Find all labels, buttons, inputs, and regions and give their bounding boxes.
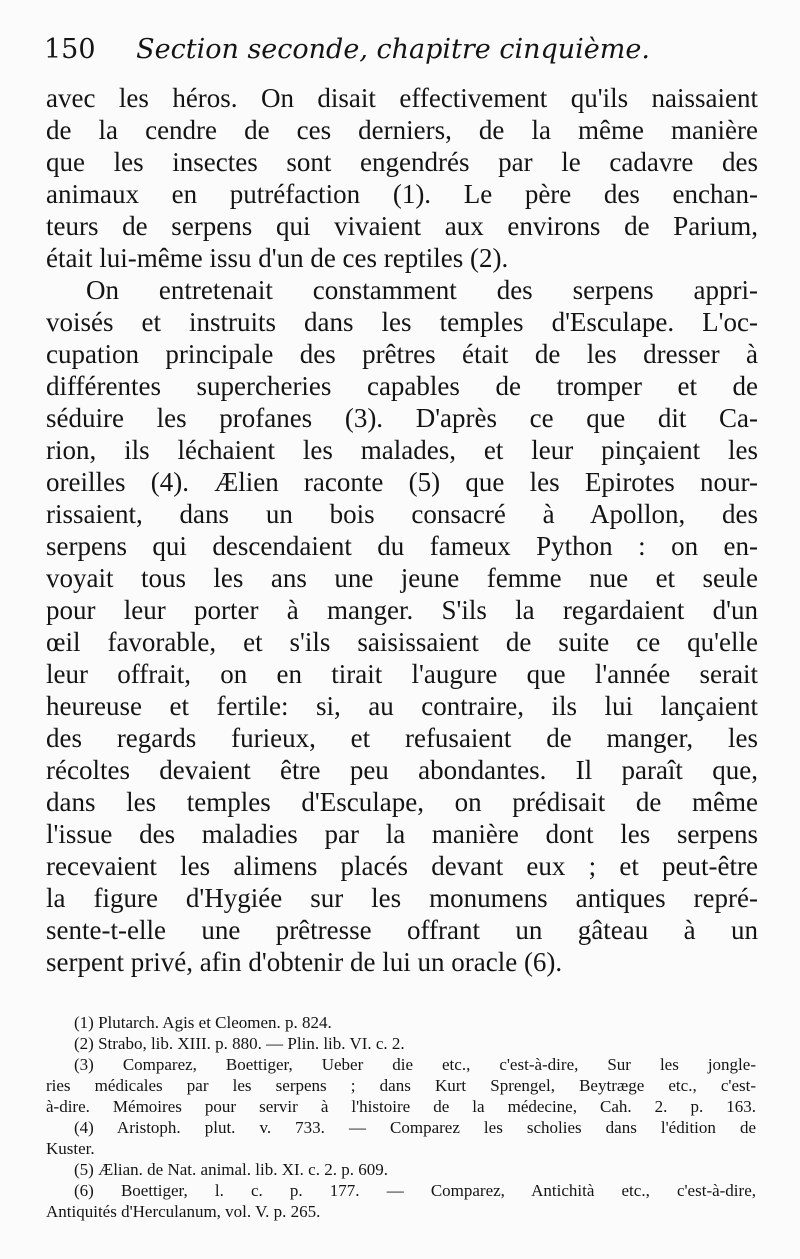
footnote-line: Kuster. <box>46 1139 95 1158</box>
text-line: œil favorable, et s'ils saisissaient de suite ce qu'elle <box>46 627 758 657</box>
text-line: recevaient les alimens placés devant eux ; et peut-être <box>46 851 758 881</box>
footnote-line: (6) Boettiger, l. c. p. 177. — Comparez, Antichità etc., c'est-à-dire, <box>74 1181 756 1200</box>
text-line: voisés et instruits dans les temples d'Esculape. L'oc- <box>46 307 758 337</box>
text-line: serpent privé, afin d'obtenir de lui un oracle (6). <box>46 947 563 977</box>
running-title: Section seconde, chapitre cinquième. <box>136 34 650 65</box>
text-line: l'issue des maladies par la manière dont les serpens <box>46 819 758 849</box>
text-line: oreilles (4). Ælien raconte (5) que les Epirotes nour- <box>46 467 758 497</box>
text-line: de la cendre de ces derniers, de la même manière <box>46 115 758 145</box>
text-line: que les insectes sont engendrés par le cadavre des <box>46 147 758 177</box>
text-line: voyait tous les ans une jeune femme nue et seule <box>46 563 758 593</box>
text-line: On entretenait constamment des serpens appri- <box>86 275 758 305</box>
page-header <box>44 36 764 63</box>
text-line: la figure d'Hygiée sur les monumens antiques repré- <box>46 883 758 913</box>
text-line: serpens qui descendaient du fameux Python : on en- <box>46 531 758 561</box>
footnote-line: (5) Ælian. de Nat. animal. lib. XI. c. 2. p. 609. <box>74 1160 388 1179</box>
text-line: rion, ils léchaient les malades, et leur pinçaient les <box>46 435 758 465</box>
text-line: des regards furieux, et refusaient de manger, les <box>46 723 758 753</box>
text-line: séduire les profanes (3). D'après ce que dit Ca- <box>46 403 758 433</box>
text-line: leur offrait, on en tirait l'augure que l'année serait <box>46 659 758 689</box>
footnote-line: (1) Plutarch. Agis et Cleomen. p. 824. <box>74 1013 332 1032</box>
text-line: récoltes devaient être peu abondantes. Il paraît que, <box>46 755 758 785</box>
body-text <box>46 82 758 978</box>
text-line: teurs de serpens qui vivaient aux environs de Parium, <box>46 211 758 241</box>
footnote-line: (3) Comparez, Boettiger, Ueber die etc., c'est-à-dire, Sur les jongle- <box>74 1055 756 1074</box>
footnote-line: à-dire. Mémoires pour servir à l'histoire de la médecine, Cah. 2. p. 163. <box>46 1097 756 1116</box>
text-line: était lui-même issu d'un de ces reptiles (2). <box>46 243 509 273</box>
footnote-line: Antiquités d'Herculanum, vol. V. p. 265. <box>46 1202 321 1221</box>
text-line: sente-t-elle une prêtresse offrant un gâteau à un <box>46 915 758 945</box>
text-line: avec les héros. On disait effectivement qu'ils naissaient <box>46 83 758 113</box>
page-number: 150 <box>44 34 96 65</box>
footnotes <box>46 1012 756 1222</box>
text-line: pour leur porter à manger. S'ils la regardaient d'un <box>46 595 758 625</box>
footnote-line: ries médicales par les serpens ; dans Kurt Sprengel, Beytræge etc., c'est- <box>46 1076 756 1095</box>
text-line: différentes supercheries capables de tromper et de <box>46 371 758 401</box>
footnote-line: (2) Strabo, lib. XIII. p. 880. — Plin. lib. VI. c. 2. <box>74 1034 405 1053</box>
text-line: heureuse et fertile: si, au contraire, ils lui lançaient <box>46 691 758 721</box>
text-line: animaux en putréfaction (1). Le père des enchan- <box>46 179 758 209</box>
text-line: dans les temples d'Esculape, on prédisait de même <box>46 787 758 817</box>
text-line: cupation principale des prêtres était de les dresser à <box>46 339 758 369</box>
footnote-line: (4) Aristoph. plut. v. 733. — Comparez les scholies dans l'édition de <box>74 1118 756 1137</box>
text-line: rissaient, dans un bois consacré à Apollon, des <box>46 499 758 529</box>
